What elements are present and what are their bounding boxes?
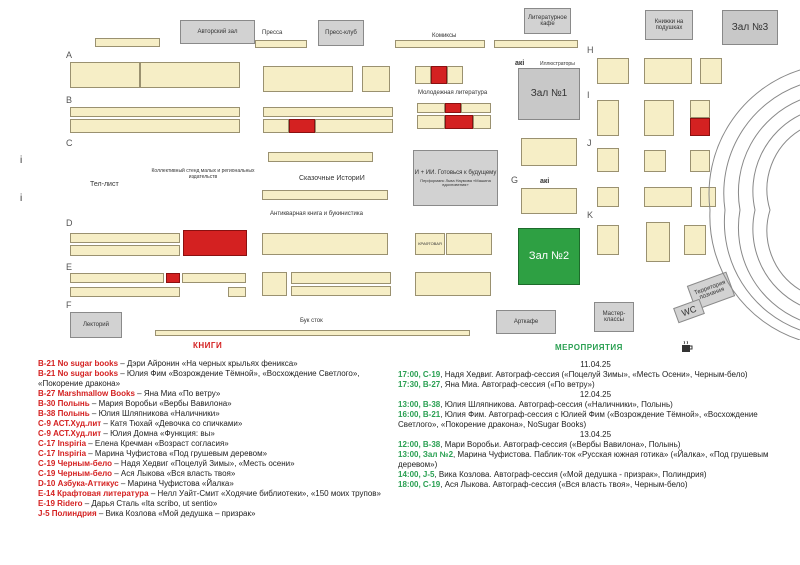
row-letter-k: K xyxy=(587,210,594,220)
stand-highlighted xyxy=(431,66,447,84)
event-date: 11.04.25 xyxy=(580,360,611,369)
stand-group xyxy=(597,58,629,84)
book-entry: C-17 Inspiria – Марина Чуфистова «Под грушевым деревом» xyxy=(38,449,268,458)
event-entry: 18:00, C-19, Ася Лыкова. Автограф-сессия («Вся власть твоя», Черным-бело) xyxy=(398,480,688,489)
event-entry: 17:00, C-19, Надя Хедвиг. Автограф-сессия («Поцелуй Зимы», «Месть Осени», Черным-бело) xyxy=(398,370,748,379)
row-letter-a: A xyxy=(66,50,73,60)
row-letter-f: F xyxy=(66,300,72,310)
stand xyxy=(263,119,289,133)
event-date: 13.04.25 xyxy=(579,430,612,439)
wc-zone: WC xyxy=(673,299,705,324)
hall-2: Зал №2 xyxy=(518,228,580,285)
stand-group xyxy=(362,66,390,92)
book-stock-stands xyxy=(155,330,470,336)
stand xyxy=(415,66,431,84)
artcafe-zone: Арткафе xyxy=(496,310,556,334)
stand-highlighted xyxy=(445,103,461,113)
comics-stands xyxy=(395,40,485,48)
book-entry: B-27 Marshmallow Books – Яна Миа «По ветру» xyxy=(38,389,221,398)
event-entry: 13:00, Зал №2, Марина Чуфистова. Паблик-ток «Русская южная готика» («Йалка», «Под грушевым деревом») xyxy=(398,450,769,469)
row-letter-h: H xyxy=(587,45,594,55)
fairy-tales-label: Сказочные ИсториИ xyxy=(299,175,365,182)
stand-group xyxy=(446,233,492,255)
stand xyxy=(447,66,463,84)
aki-label-2: акі xyxy=(540,178,550,185)
arena-arcs xyxy=(700,60,800,340)
antique-label: Антикварная книга и букинистика xyxy=(270,211,363,217)
territory-zone: Территория познания xyxy=(687,272,735,311)
press-zone-label: Пресса xyxy=(262,30,283,36)
press-club-zone: Пресс-клуб xyxy=(318,20,364,46)
events-heading: МЕРОПРИЯТИЯ xyxy=(555,343,623,352)
book-entry: D-10 Азбука-Аттикус – Марина Чуфистова «Йалка» xyxy=(38,479,234,488)
press-stands xyxy=(255,40,307,48)
stand-highlighted xyxy=(445,115,473,129)
book-stock-label: Бук сток xyxy=(300,318,323,324)
stand-group xyxy=(521,138,577,166)
stand xyxy=(262,272,287,296)
stand-group xyxy=(417,115,445,129)
books-heading: КНИГИ xyxy=(193,341,223,350)
row-letter-g: G xyxy=(511,175,519,185)
row-letter-b: B xyxy=(66,95,73,105)
book-entry: B-21 No sugar books – Юлия Фим «Возрождение Тёмной», «Восхождение Светлого», «Покорение дракона» xyxy=(38,369,360,388)
stand-group xyxy=(70,245,180,256)
book-entry: J-5 Полиндрия – Вика Козлова «Мой дедушка – призрак» xyxy=(38,509,256,518)
stand-group xyxy=(140,62,240,88)
stand-group xyxy=(95,38,160,47)
event-entry: 16:00, B-21, Юлия Фим. Автограф-сессия с Юлией Фим («Возрождение Тёмной», «Восхождение Светлого», «Покорение дракона», NoSugar Books) xyxy=(398,410,758,429)
row-letter-d: D xyxy=(66,218,73,228)
stand-group xyxy=(182,273,246,283)
row-letter-e: E xyxy=(66,262,73,272)
stand xyxy=(473,115,491,129)
stand-group xyxy=(461,103,491,113)
stand-group xyxy=(315,119,393,133)
stand-group xyxy=(70,287,180,297)
tel-list-label: Тел-лист xyxy=(90,181,119,188)
book-entry: B-21 No sugar books – Дэри Айронин «На черных крыльях феникса» xyxy=(38,359,298,368)
young-lit-label: Молодежная литература xyxy=(418,90,488,96)
aki-label: акі xyxy=(515,60,525,67)
book-entry: C-19 Черным-бело – Надя Хедвиг «Поцелуй Зимы», «Месть осени» xyxy=(38,459,295,468)
book-entry: C-17 Inspiria – Елена Кречман «Возраст согласия» xyxy=(38,439,229,448)
stand-group xyxy=(262,190,388,200)
book-entry: C-9 АСТ.Худ.лит – Юлия Домна «Функция: вы» xyxy=(38,429,215,438)
book-entry: B-30 Полынь – Мария Воробьи «Вербы Вавилона» xyxy=(38,399,232,408)
stand-group xyxy=(70,233,180,243)
hall-1: Зал №1 xyxy=(518,68,580,120)
row-letter-i: I xyxy=(587,90,590,100)
stand xyxy=(597,148,619,172)
books-list xyxy=(38,359,388,519)
author-hall-zone: Авторский зал xyxy=(180,20,255,44)
stand xyxy=(597,100,619,136)
stand-group xyxy=(415,272,491,296)
stand-group xyxy=(262,233,388,255)
stand xyxy=(597,225,619,255)
events-list xyxy=(398,360,793,490)
stand-group xyxy=(644,187,692,207)
book-entry: C-19 Черным-бело – Ася Лыкова «Вся власть твоя» xyxy=(38,469,236,478)
stand xyxy=(228,287,246,297)
collective-stand-label: Коллективный стенд малых и региональных издательств xyxy=(151,168,255,180)
ai-zone-subtitle: Перформанс Льва Наумова «Машина вдохновения» xyxy=(420,177,491,187)
event-entry: 17:30, B-27, Яна Миа. Автограф-сессия («По ветру») xyxy=(398,380,595,389)
info-marker: i xyxy=(20,193,23,204)
stand xyxy=(597,187,619,207)
masterclass-zone: Мастер-классы xyxy=(594,302,634,332)
event-date: 12.04.25 xyxy=(579,390,612,399)
lecture-hall: Лекторий xyxy=(70,312,122,338)
stand-group xyxy=(521,188,577,214)
comics-stands xyxy=(494,40,578,48)
hall-3: Зал №3 xyxy=(722,10,778,45)
book-entry: B-38 Полынь – Юлия Шляпникова «Наличники» xyxy=(38,409,220,418)
stand-group xyxy=(268,152,373,162)
book-entry: C-9 АСТ.Худ.лит – Катя Тюхай «Девочка со спичками» xyxy=(38,419,243,428)
row-letter-c: C xyxy=(66,138,73,148)
stand-highlighted xyxy=(166,273,180,283)
book-entry: E-14 Крафтовая литература – Нелл Уайт-Смит «Ходячие библиотеки», «150 моих трупов» xyxy=(38,489,381,498)
craft-press-stand: КРАФТОВАЯ xyxy=(415,233,445,255)
ai-zone-title: И + ИИ. Готовься к будущему xyxy=(414,169,497,176)
stand xyxy=(644,150,666,172)
stand-group xyxy=(263,66,353,92)
info-marker: i xyxy=(20,155,23,166)
event-entry: 13:00, B-38, Юлия Шляпникова. Автограф-сессия («Наличники», Полынь) xyxy=(398,400,673,409)
stand-group xyxy=(644,58,692,84)
ai-zone xyxy=(413,150,498,206)
event-entry: 12:00, B-38, Мари Воробьи. Автограф-сессия («Вербы Вавилона», Полынь) xyxy=(398,440,681,449)
stand-group xyxy=(644,100,674,136)
stand-group xyxy=(291,286,391,296)
lit-cafe-zone: Литературное кафе xyxy=(524,8,571,34)
stand-group xyxy=(70,107,240,117)
stand-group xyxy=(291,272,391,284)
stand-group xyxy=(417,103,445,113)
stand-group xyxy=(70,119,240,133)
stand xyxy=(646,222,670,262)
book-entry: E-19 Ridero – Дарья Сталь «Ita scribo, ut sentio» xyxy=(38,499,218,508)
event-entry: 14:00, J-5, Вика Козлова. Автограф-сессия («Мой дедушка - призрак», Полиндрия) xyxy=(398,470,707,479)
stand-group xyxy=(70,273,164,283)
illustrators-label: Иллюстраторы xyxy=(540,61,575,67)
stand-highlighted xyxy=(183,230,247,256)
row-letter-j: J xyxy=(587,138,592,148)
comics-zone-label: Комиксы xyxy=(432,33,457,39)
stand-group xyxy=(70,62,140,88)
stand-highlighted xyxy=(289,119,315,133)
stand-group xyxy=(263,107,393,117)
coffee-icon xyxy=(680,340,694,354)
books-on-pillows-zone: Книжки на подушках xyxy=(645,10,693,40)
